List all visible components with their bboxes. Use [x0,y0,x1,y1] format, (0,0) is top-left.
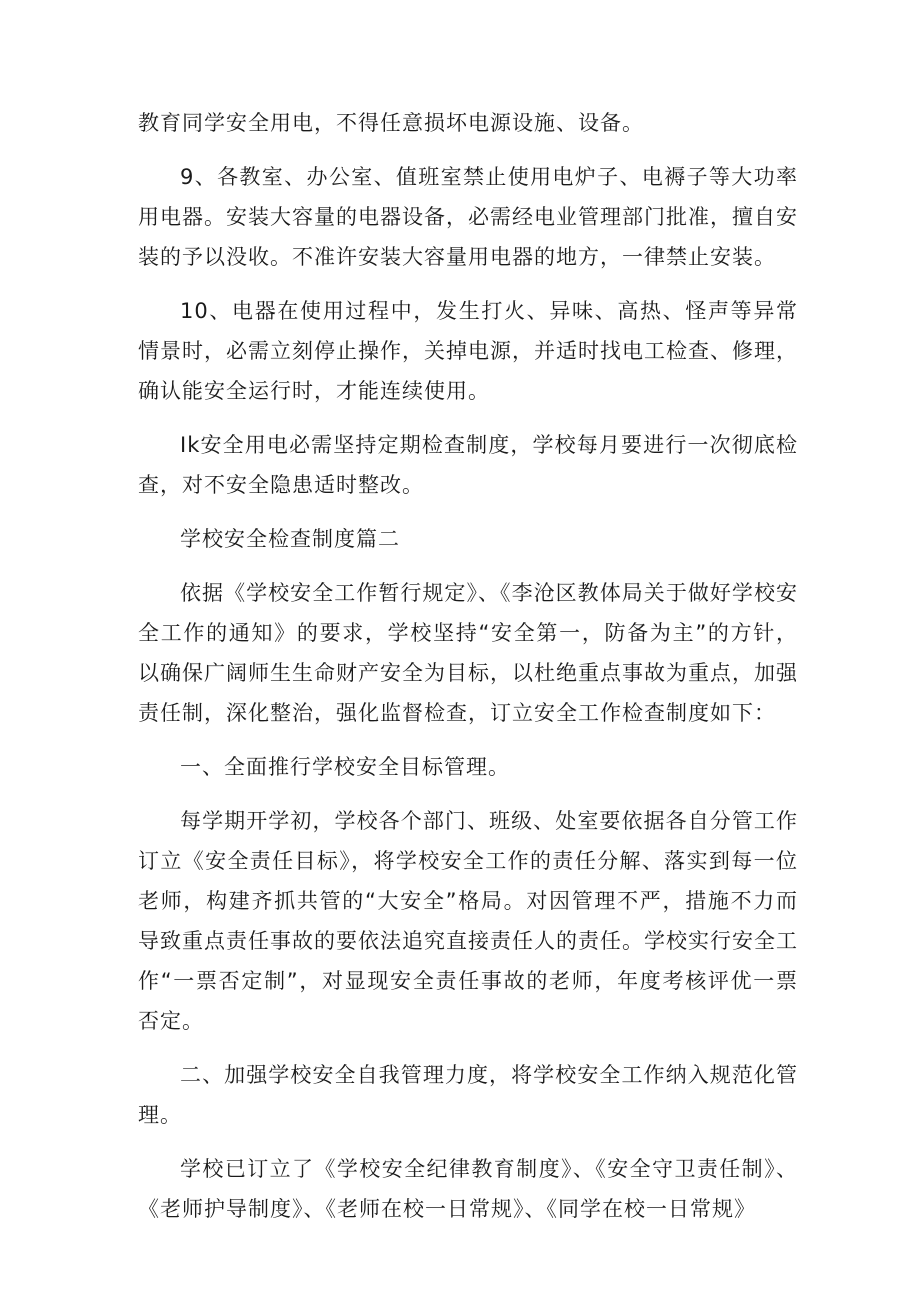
heading-item-one: 一、全面推行学校安全目标管理。 [180,755,510,779]
paragraph-item-10: 10、电器在使用过程中，发生打火、异味、高热、怪声等异常情景时，必需立刻停止操作，关掉电源，并适时找电工检查、修理，确认能安全运行时，才能连续使用。 [138,299,798,403]
heading-item-two: 二、加强学校安全自我管理力度，将学校安全工作纳入规范化管理。 [138,1063,798,1127]
paragraph-item-9: 9、各教室、办公室、值班室禁止使用电炉子、电褥子等大功率用电器。安装大容量的电器设备，必需经电业管理部门批准，擅自安装的予以没收。不准许安装大容量用电器的地方，一律禁止安装。 [138,165,798,269]
section-heading-part-two: 学校安全检查制度篇二 [180,527,400,551]
paragraph-established-rules: 学校已订立了《学校安全纪律教育制度》、《安全守卫责任制》、《老师护导制度》、《老师在校一日常规》、《同学在校一日常规》 [138,1157,798,1221]
paragraph-item-11: Ik安全用电必需坚持定期检查制度，学校每月要进行一次彻底检查，对不安全隐患适时整改。 [138,433,798,497]
paragraph-intro-regulations: 依据《学校安全工作暂行规定》、《李沧区教体局关于做好学校安全工作的通知》的要求，学校坚持“安全第一，防备为主”的方针，以确保广阔师生生命财产安全为目标，以杜绝重点事故为重点，加强责任制，深化整治，强化监督检查，订立安全工作检查制度如下： [138,581,798,725]
document-body [138,103,798,1243]
paragraph-electricity-education: 教育同学安全用电，不得任意损坏电源设施、设备。 [138,111,644,135]
paragraph-target-management: 每学期开学初，学校各个部门、班级、处室要依据各自分管工作订立《安全责任目标》，将学校安全工作的责任分解、落实到每一位老师，构建齐抓共管的“大安全”格局。对因管理不严，措施不力而导致重点责任事故的要依法追究直接责任人的责任。学校实行安全工作“一票否定制”，对显现安全责任事故的老师，年度考核评优一票否定。 [138,809,798,1033]
